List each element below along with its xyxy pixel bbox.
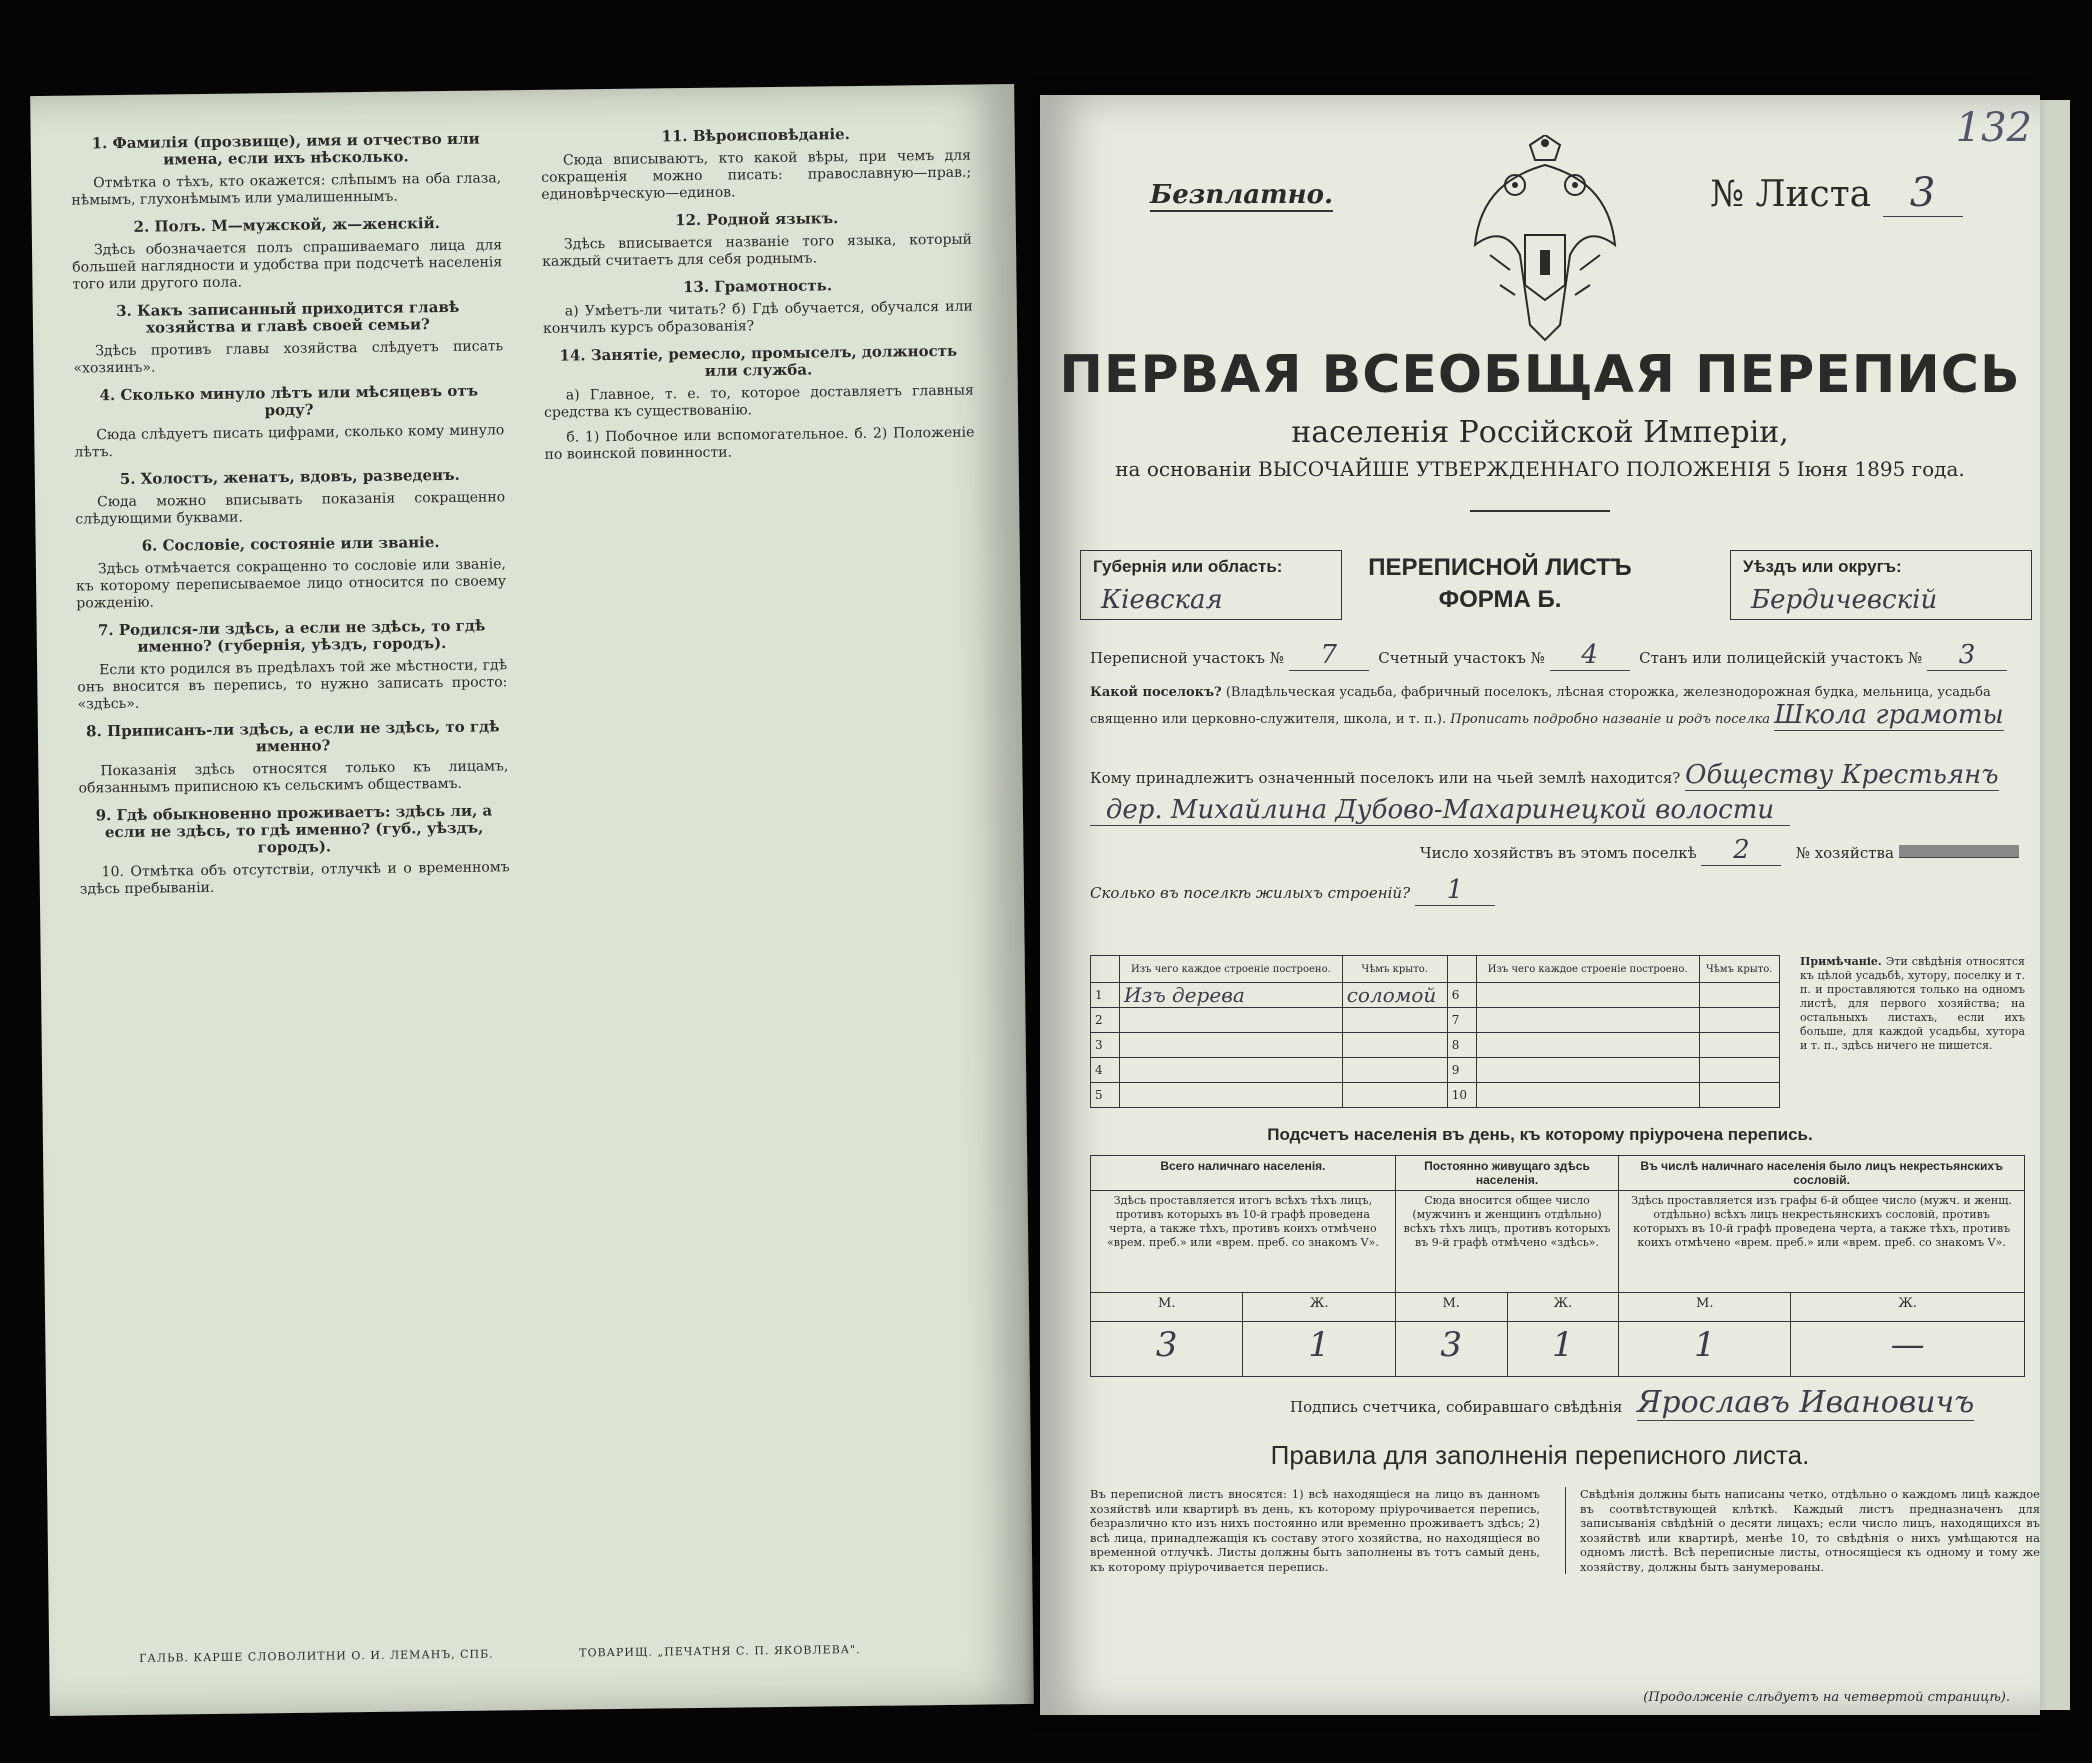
building-number: 4 [1091,1058,1120,1083]
instruction-heading: 1. Фамилія (прозвище), имя и отчество или имена, если ихъ нѣсколько. [91,129,480,169]
owner-label: Кому принадлежитъ означенный поселокъ или на чьей землѣ находится? [1090,769,1681,787]
count-value: 1 [1619,1322,1791,1377]
sheet-number-value: 3 [1883,170,1963,217]
census-area-value: 7 [1289,640,1369,671]
building-number: 7 [1447,1008,1476,1033]
count-value: 3 [1091,1322,1243,1377]
signature-label: Подпись счетчика, собиравшаго свѣдѣнія [1290,1398,1623,1416]
building-number: 6 [1447,983,1476,1008]
settlement-label: Какой поселокъ? [1090,685,1222,700]
building-material [1120,1058,1343,1083]
building-material [1476,1058,1699,1083]
stan-label: Станъ или полицейскій участокъ № [1639,649,1923,667]
building-row [1091,1033,1780,1058]
legal-basis: на основаніи ВЫСОЧАЙШЕ УТВЕРЖДЕННАГО ПОЛОЖЕНІЯ 5 Іюня 1895 года. [1115,457,1965,481]
instruction-text: Сюда можно вписывать показанія сокращенно слѣдующими буквами. [75,489,506,528]
free-of-charge-label: Безплатно. [1150,180,1333,210]
sex-f-1: Ж. [1243,1293,1395,1322]
building-roof [1342,1033,1447,1058]
building-material [1120,1083,1343,1108]
building-row [1091,983,1780,1008]
form-title [1350,552,1650,616]
building-row [1091,1008,1780,1033]
instruction-text: Сюда слѣдуетъ писать цифрами, сколько кому минуло лѣтъ. [74,422,505,461]
count-area-label: Счетный участокъ № [1378,649,1545,667]
form-title-line-1: ПЕРЕПИСНОЙ ЛИСТЪ [1368,554,1632,581]
instruction-heading: 9. Гдѣ обыкновенно проживаетъ: здѣсь ли, а если не здѣсь, то гдѣ именно? (губ., уѣздъ, городъ). [95,801,493,857]
rules-column-1: Въ переписной листъ вносятся: 1) всѣ находящіеся на лицо въ данномъ хозяйствѣ или квартирѣ въ день, къ которому пріурочивается перепись, безразлично кто изъ нихъ постоянно или временно проживаетъ здѣсь; 2) всѣ лица, принадлежащія къ составу этого хозяйства, но находящіеся во временной отлучкѣ. Листы должны быть заполнены въ тотъ самый день, къ которому пріурочивается перепись. [1090,1487,1540,1574]
owner-value-1: Обществу Крестьянъ [1685,760,1999,790]
households-label: Число хозяйствъ въ этомъ поселкѣ [1420,844,1697,862]
owner-row-2 [1090,795,2020,826]
bld-header-roof-2: Чѣмъ крыто. [1699,956,1779,983]
rules-title: Правила для заполненія переписного листа. [1270,1440,1810,1470]
building-material [1120,1008,1343,1033]
district-box [1730,550,2032,620]
building-row [1091,1083,1780,1108]
building-number: 9 [1447,1058,1476,1083]
building-material [1476,983,1699,1008]
sex-m-1: М. [1091,1293,1243,1322]
rules-column-2: Свѣдѣнія должны быть написаны четко, отдѣльно о каждомъ лицѣ каждое въ соотвѣтствующей клѣткѣ. Каждый листъ предназначенъ для записыванія свѣдѣній о десяти лицахъ; если число лицъ, находящихся въ хозяйствѣ или квартирѣ, менѣе 10, то свѣдѣнія о нихъ умѣщаются на одномъ листѣ. Всѣ переписные листы, относящіеся къ одному и тому же хозяйству, должны быть занумерованы. [1565,1487,2040,1574]
sex-m-3: М. [1619,1293,1791,1322]
building-number: 5 [1091,1083,1120,1108]
building-number: 2 [1091,1008,1120,1033]
settlement-row [1090,685,2020,731]
sheet-number-label: № Листа [1710,174,1872,215]
enumerator-signature-row [1290,1385,1974,1421]
census-area-label: Переписной участокъ № [1090,649,1284,667]
sex-f-2: Ж. [1507,1293,1619,1322]
count-value: 1 [1243,1322,1395,1377]
header-boxes [1080,550,2030,620]
owner-value-2: дер. Михайлина Дубово-Махаринецкой волости [1090,795,1790,826]
areas-row [1090,640,2020,671]
building-number: 10 [1447,1083,1476,1108]
printer-imprint-left: ГАЛЬВ. КАРШЕ СЛОВОЛИТНИ О. И. ЛЕМАНЪ, СПБ. [139,1647,494,1665]
archive-page-number: 132 [1955,105,2032,151]
instruction-text: а) Умѣетъ-ли читать? б) Гдѣ обучается, обучался или кончилъ курсъ образованія? [542,298,973,337]
instruction-heading: 7. Родился-ли здѣсь, а если не здѣсь, то гдѣ именно? (губернія, уѣздъ, городъ). [97,616,486,656]
settlement-desc: (Владѣльческая усадьба, фабричный поселокъ, лѣсная сторожка, железнодорожная будка, мельница, усадьба священно или церковно-служителя, школа, и т. п.). [1090,685,1991,727]
building-material [1120,1033,1343,1058]
building-number: 3 [1091,1033,1120,1058]
buildings-table [1090,955,1780,1108]
instruction-text: Сюда вписываютъ, кто какой вѣры, при чемъ для сокращенія можно писать: православную—прав.; единовѣрческую—единов. [541,147,972,203]
instruction-text: Здѣсь обозначается полъ спрашиваемаго лица для большей наглядности и удобства при подсчетѣ населенія того или другого пола. [72,237,503,293]
district-label: Уѣздъ или округъ: [1743,557,1902,576]
households-row [1420,835,2020,866]
count-value: — [1791,1322,2025,1377]
instruction-text: а) Главное, т. е. то, которое доставляетъ главныя средства къ существованію. [543,382,974,421]
instruction-heading: 3. Какъ записанный приходится главѣ хозяйства и главѣ своей семьи? [116,297,460,337]
population-count-table [1090,1155,2025,1377]
instruction-text: Показанія здѣсь относятся только къ лицамъ, обязаннымъ приписною къ сельскимъ обществамъ. [78,758,509,797]
buildings-label: Сколько въ поселкѣ жилыхъ строеній? [1090,884,1411,902]
building-roof [1699,1008,1779,1033]
count-header-permanent: Постоянно живущаго здѣсь населенія. [1395,1156,1618,1191]
instruction-heading: 11. Вѣроисповѣданіе. [661,125,850,146]
settlement-hint: Прописать подробно названіе и родъ поселка [1450,712,1771,727]
buildings-row [1090,875,2020,906]
printer-imprint-right: ТОВАРИЩ. „ПЕЧАТНЯ С. П. ЯКОВЛЕВА". [579,1643,861,1660]
building-material [1476,1008,1699,1033]
continued-note: (Продолженіе слѣдуетъ на четвертой страницѣ). [1643,1690,2010,1705]
instruction-heading: 8. Приписанъ-ли здѣсь, а если не здѣсь, то гдѣ именно? [86,717,500,756]
instructions-column-2 [540,115,988,1600]
count-header-present: Всего наличнаго населенія. [1091,1156,1396,1191]
building-roof: соломой [1342,983,1447,1008]
instruction-text: Здѣсь отмѣчается сокращенно то сословіе или званіе, къ которому переписываемое лицо относится по своему рожденію. [76,556,507,612]
instruction-heading: 14. Занятіе, ремесло, промыселъ, должность или служба. [559,341,958,380]
settlement-value: Школа грамоты [1774,700,2004,730]
double-headed-eagle-emblem [1470,135,1620,345]
building-roof [1342,1083,1447,1108]
form-title-line-2: ФОРМА Б. [1438,586,1562,613]
province-value: Кіевская [1101,585,1223,615]
count-header-non-peasant: Въ числѣ наличнаго населенія было лицъ некрестьянскихъ сословій. [1619,1156,2025,1191]
document-title: ПЕРВАЯ ВСЕОБЩАЯ ПЕРЕПИСЬ [1059,345,2021,405]
households-value: 2 [1701,835,1781,866]
instruction-text: Отмѣтка о тѣхъ, кто окажется: слѣпымъ на оба глаза, нѣмымъ, глухонѣмымъ или умалишеннымъ. [71,170,502,209]
sex-m-2: М. [1395,1293,1507,1322]
instruction-text: Здѣсь вписывается названіе того языка, который каждый считаетъ для себя роднымъ. [542,231,973,270]
divider [1470,510,1610,512]
instruction-heading: 12. Родной языкъ. [675,209,839,230]
building-roof [1699,1033,1779,1058]
building-roof [1699,983,1779,1008]
building-material [1476,1033,1699,1058]
building-roof [1342,1058,1447,1083]
count-desc-permanent: Сюда вносится общее число (мужчинъ и женщинъ отдѣльно) всѣхъ тѣхъ лицъ, противъ которыхъ въ 9-й графѣ отмѣчено «здѣсь». [1395,1191,1618,1293]
building-material [1476,1083,1699,1108]
instruction-text: б. 1) Побочное или вспомогательное. б. 2) Положеніе по воинской повинности. [544,424,975,463]
count-desc-present: Здѣсь проставляется итогъ всѣхъ тѣхъ лицъ, противъ которыхъ въ 10-й графѣ проведена черта, а также тѣхъ, противъ коихъ отмѣчено «врем. преб.» или «врем. преб. со знакомъ V». [1091,1191,1396,1293]
district-value: Бердичевскій [1751,585,1938,615]
buildings-note [1800,955,2025,1053]
bld-header-material-1: Изъ чего каждое строеніе построено. [1120,956,1343,983]
bld-header-roof-1: Чѣмъ крыто. [1342,956,1447,983]
instruction-heading: 4. Сколько минуло лѣтъ или мѣсяцевъ отъ роду? [99,381,479,420]
province-box [1080,550,1342,620]
count-desc-non-peasant: Здѣсь проставляется изъ графы 6-й общее число (мужч. и женщ. отдѣльно) всѣхъ лицъ некрестьянскихъ сословій, противъ которыхъ въ 10-й графѣ проведена черта, а также тѣхъ, противъ коихъ отмѣчено «врем. преб.» или «врем. преб. со знакомъ V». [1619,1191,2025,1293]
building-row [1091,1058,1780,1083]
building-material: Изъ дерева [1120,983,1343,1008]
count-value: 3 [1395,1322,1507,1377]
instruction-text: Здѣсь противъ главы хозяйства слѣдуетъ писать «хозяинъ». [73,338,504,377]
stan-value: 3 [1927,640,2007,671]
building-roof [1342,1008,1447,1033]
instructions-column-1 [71,120,519,1605]
sheet-number [1710,170,1963,217]
building-roof [1699,1083,1779,1108]
instruction-heading: 5. Холостъ, женатъ, вдовъ, разведенъ. [119,465,460,489]
instruction-heading: 6. Сословіе, состояніе или званіе. [141,533,440,555]
bld-header-material-2: Изъ чего каждое строеніе построено. [1476,956,1699,983]
count-value: 1 [1507,1322,1619,1377]
instruction-heading: 2. Полъ. М—мужской, ж—женскій. [133,214,440,236]
province-label: Губернія или область: [1093,557,1283,576]
instruction-heading: 13. Грамотность. [682,276,833,297]
building-roof [1699,1058,1779,1083]
owner-row [1090,760,2020,791]
sex-f-3: Ж. [1791,1293,2025,1322]
instruction-text: 10. Отмѣтка объ отсутствіи, отлучкѣ и о временномъ здѣсь пребываніи. [79,859,510,898]
instructions-page [30,84,1034,1716]
note-title: Примѣчаніе. [1800,955,1882,968]
buildings-value: 1 [1415,875,1495,906]
census-form-page [1040,95,2040,1715]
note-text: Эти свѣдѣнія относятся къ цѣлой усадьбѣ, хутору, поселку и т. п. и проставляются только на одномъ листѣ, для первого хозяйства; на остальныхъ листахъ, если ихъ больше, для каждой усадьбы, хутора и т. п., здѣсь ничего не пишется. [1800,955,2025,1052]
building-number: 1 [1091,983,1120,1008]
document-subtitle: населенія Россійской Имперіи, [1291,415,1789,450]
population-count-title: Подсчетъ населенія въ день, къ которому пріурочена перепись. [1267,1125,1813,1144]
household-no-label: № хозяйства [1795,844,1894,862]
building-number: 8 [1447,1033,1476,1058]
instruction-text: Если кто родился въ предѣлахъ той же мѣстности, гдѣ онъ вносится въ перепись, то нужно записать просто: «здѣсь». [77,657,508,713]
count-area-value: 4 [1550,640,1630,671]
signature-value: Ярославъ Ивановичъ [1637,1385,1975,1420]
